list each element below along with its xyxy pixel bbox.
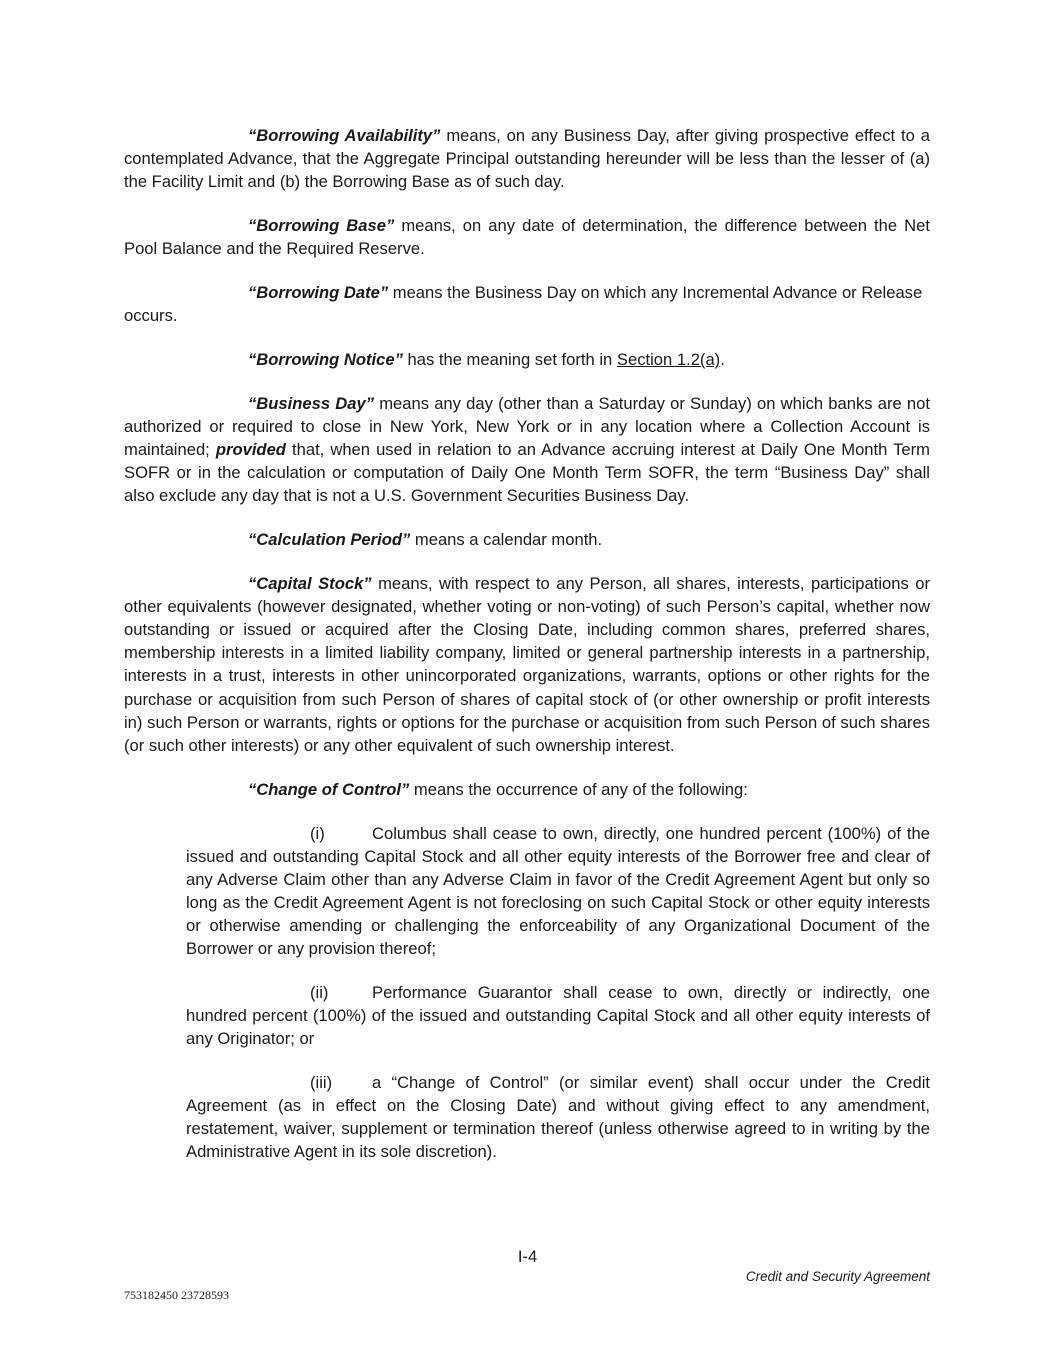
- definition-text: means the occurrence of any of the following:: [409, 779, 748, 799]
- clause-text: Columbus shall cease to own, directly, one hundred percent (100%) of the issued and outstanding Capital Stock and all other equity interests of the Borrower free and clear of any Adverse Claim other than any Adverse Claim in favor of the Credit Agreement Agent but only so long as the Credit Agreement Agent is not foreclosing on such Capital Stock or other equity interests or otherwise amending or challenging the enforceability of any Organizational Document of the Borrower or any provision thereof;: [186, 823, 930, 958]
- definition-text: means the Business Day on which any Incremental Advance or Release: [388, 283, 923, 303]
- page-number: I-4: [517, 1247, 538, 1266]
- definition-change-of-control: [124, 778, 930, 801]
- definition-text: means, with respect to any Person, all shares, interests, participations or other equivalents (however designated, whether voting or non-voting) of such Person’s capital, whether now outstanding or issued or acquired after the Closing Date, including common shares, preferred shares, membership interests in a limited liability company, limited or general partnership interests in a partnership, interests in a trust, interests in other unincorporated organizations, warrants, options or other rights for the purchase or acquisition from such Person of shares of capital stock of (or other ownership or profit interests in) such Person or warrants, rights or options for the purchase or acquisition from such Person of such shares (or such other interests) or any other equivalent of such ownership interest.: [124, 574, 931, 755]
- definition-text: means a calendar month.: [410, 530, 603, 550]
- defined-term: “Calculation Period”: [248, 530, 411, 550]
- clause-i: [186, 822, 930, 961]
- definition-text-continued: that, when used in relation to an Advance accruing interest at Daily One Month Term SOFR or in the calculation or computation of Daily One Month Term SOFR, the term “Business Day” shall also exclude any day that is not a U.S. Government Securities Business Day.: [124, 440, 930, 506]
- clause-number: (ii): [310, 982, 329, 1002]
- definition-text: has the meaning set forth in: [402, 350, 617, 370]
- document-id: 753182450 23728593: [124, 1288, 229, 1302]
- definition-text: means any day (other than a Saturday or Sunday) on which banks are not authorized or required to close in New York, New York or in any location where a Collection Account is maintained;: [124, 393, 930, 460]
- proviso-emphasis: provided: [215, 440, 286, 460]
- definition-borrowing-availability: [124, 124, 930, 193]
- clause-iii: [186, 1071, 930, 1163]
- defined-term: “Capital Stock”: [248, 574, 372, 594]
- defined-term: “Borrowing Notice”: [248, 350, 403, 370]
- definition-capital-stock: [124, 572, 930, 757]
- definition-borrowing-base: [124, 214, 930, 260]
- defined-term: “Business Day”: [248, 393, 375, 413]
- clause-number: (i): [310, 823, 325, 843]
- definition-borrowing-notice: [124, 348, 930, 371]
- definition-text: means, on any date of determination, the difference between the Net Pool Balance and the Required Reserve.: [124, 216, 930, 259]
- definition-borrowing-date: [124, 281, 930, 327]
- defined-term: “Change of Control”: [248, 779, 410, 799]
- defined-term: “Borrowing Availability”: [248, 126, 441, 145]
- clause-ii: [186, 981, 930, 1050]
- clause-text: a “Change of Control” (or similar event) shall occur under the Credit Agreement (as in effect on the Closing Date) and without giving effect to any amendment, restatement, waiver, supplement or termination thereof (unless otherwise agreed to in writing by the Administrative Agent in its sole discretion).: [186, 1072, 930, 1162]
- definition-text-end: .: [720, 350, 725, 370]
- clause-number: (iii): [310, 1072, 333, 1092]
- clause-text: Performance Guarantor shall cease to own, directly or indirectly, one hundred percent (100%) of the issued and outstanding Capital Stock and all other equity interests of any Originator; or: [186, 982, 930, 1049]
- definition-text-continued: occurs.: [124, 306, 178, 326]
- defined-term: “Borrowing Date”: [248, 283, 389, 303]
- defined-term: “Borrowing Base”: [248, 216, 395, 236]
- definitions-body: [124, 124, 930, 1184]
- section-reference: Section 1.2(a): [616, 350, 721, 370]
- footer-document-title: Credit and Security Agreement: [745, 1269, 930, 1284]
- definition-business-day: [124, 392, 930, 507]
- definition-text: means, on any Business Day, after giving prospective effect to a contemplated Advance, that the Aggregate Principal outstanding hereunder will be less than the lesser of (a) the Facility Limit and (b) the Borrowing Base as of such day.: [124, 126, 930, 192]
- definition-calculation-period: [124, 528, 930, 551]
